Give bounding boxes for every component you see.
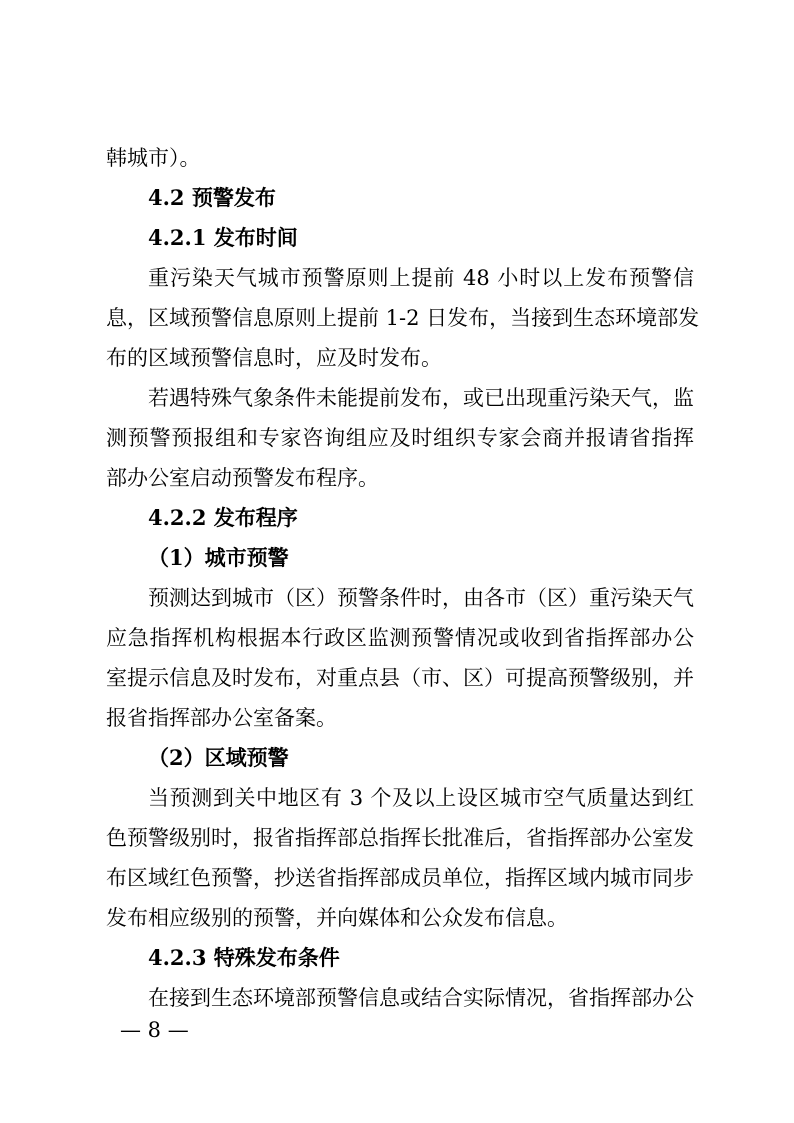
paragraph-line: 应急指挥机构根据本行政区监测预警情况或收到省指挥部办公 xyxy=(106,626,694,650)
paragraph-line: 布区域红色预警，抄送省指挥部成员单位，指挥区域内城市同步 xyxy=(106,866,694,890)
paragraph-line: 色预警级别时，报省指挥部总指挥长批准后，省指挥部办公室发 xyxy=(106,826,694,850)
paragraph-line: 测预警预报组和专家咨询组应及时组织专家会商并报请省指挥 xyxy=(106,426,694,450)
paragraph-continuation-line: 韩城市）。 xyxy=(106,146,201,170)
paragraph-line: 息，区域预警信息原则上提前 1-2 日发布，当接到生态环境部发 xyxy=(106,306,700,330)
item-heading-city-warning: （1）城市预警 xyxy=(148,545,289,570)
subsection-heading-4-2-2: 4.2.2 发布程序 xyxy=(148,505,298,530)
subsection-heading-4-2-1: 4.2.1 发布时间 xyxy=(148,225,298,250)
paragraph-line: 在接到生态环境部预警信息或结合实际情况，省指挥部办公 xyxy=(148,986,694,1010)
paragraph-line: 室提示信息及时发布，对重点县（市、区）可提高预警级别，并 xyxy=(106,666,694,690)
paragraph-line: 部办公室启动预警发布程序。 xyxy=(106,466,379,490)
paragraph-line: 报省指挥部办公室备案。 xyxy=(106,706,337,730)
section-heading-4-2: 4.2 预警发布 xyxy=(148,185,276,210)
item-heading-regional-warning: （2）区域预警 xyxy=(148,745,289,770)
paragraph-line: 发布相应级别的预警，并向媒体和公众发布信息。 xyxy=(106,906,568,930)
paragraph-line: 布的区域预警信息时，应及时发布。 xyxy=(106,346,442,370)
paragraph-line: 若遇特殊气象条件未能提前发布，或已出现重污染天气，监 xyxy=(148,386,694,410)
page-number: — 8 — xyxy=(120,1018,189,1042)
paragraph-line: 当预测到关中地区有 3 个及以上设区城市空气质量达到红 xyxy=(148,786,694,810)
paragraph-line: 重污染天气城市预警原则上提前 48 小时以上发布预警信 xyxy=(148,266,694,290)
paragraph-line: 预测达到城市（区）预警条件时，由各市（区）重污染天气 xyxy=(148,586,694,610)
subsection-heading-4-2-3: 4.2.3 特殊发布条件 xyxy=(148,945,340,970)
